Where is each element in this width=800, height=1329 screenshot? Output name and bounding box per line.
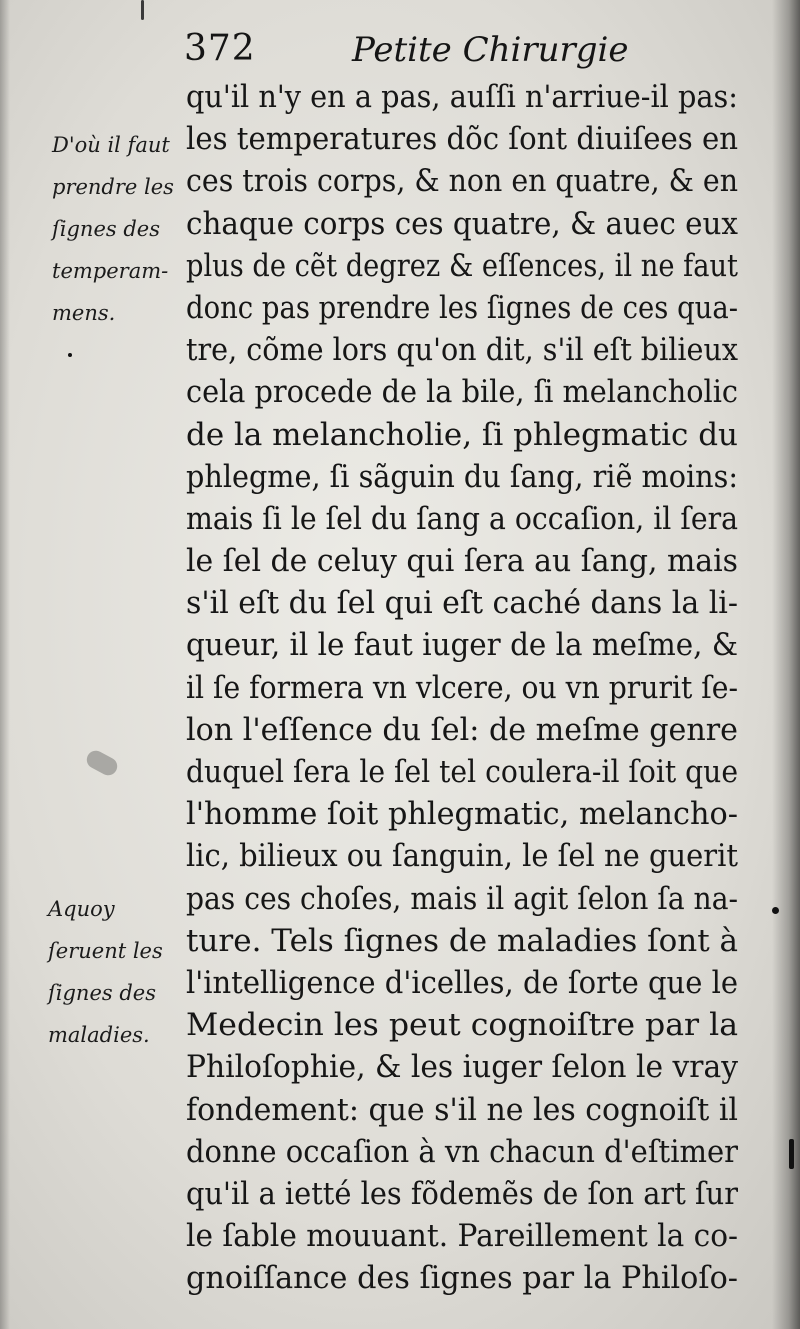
margin-note-line: Aquoy — [48, 897, 115, 921]
text-line: queur, il le faut iuger de la meſme, & — [186, 627, 738, 664]
text-line: lon l'eſſence du ſel: de meſme genre — [186, 711, 738, 748]
text-line: Medecin les peut cognoiſtre par la — [186, 1007, 738, 1044]
text-line: lic, bilieux ou ſanguin, le ſel ne guerit — [186, 838, 738, 875]
text-line: pas ces choſes, mais il agit ſelon ſa na- — [186, 880, 738, 917]
margin-note-line: D'où il faut — [52, 133, 170, 157]
text-line: l'homme ſoit phlegmatic, melancho- — [186, 796, 738, 833]
text-line: tre, cõme lors qu'on dit, s'il eſt bilieux — [186, 332, 738, 369]
text-line: l'intelligence d'icelles, de ſorte que le — [186, 964, 738, 1001]
page-header — [184, 22, 629, 78]
paper-smudge — [84, 748, 121, 779]
text-line: gnoiſſance des ſignes par la Philoſo- — [186, 1260, 738, 1297]
text-line: ces trois corps, & non en quatre, & en — [186, 163, 738, 200]
margin-note-line: ſeruent les — [48, 939, 163, 963]
text-line: s'il eſt du ſel qui eſt caché dans la li- — [186, 585, 738, 622]
text-line: plus de cẽt degrez & eſſences, il ne faut — [186, 247, 738, 284]
text-line: de la melancholie, ſi phlegmatic du — [186, 416, 738, 453]
text-line: les temperatures dõc ſont diuiſees en — [186, 121, 738, 158]
ink-dot — [772, 907, 779, 914]
page-left-edge-shadow — [0, 0, 10, 1329]
margin-note-temperaments — [52, 124, 182, 334]
text-line: qu'il n'y en a pas, auſſi n'arriue-il pas: — [186, 79, 738, 115]
text-line: qu'il a ietté les fõdemẽs de ſon art ſur — [186, 1175, 738, 1212]
text-line: cela procede de la bile, ſi melancholic — [186, 374, 738, 411]
body-text — [186, 76, 746, 1299]
ink-mark-top — [141, 0, 144, 20]
running-title: Petite Chirurgie — [352, 30, 629, 70]
margin-note-line: temperam- — [52, 259, 169, 283]
margin-note-signes-maladies — [48, 888, 178, 1056]
text-line: donc pas prendre les ſignes de ces qua- — [186, 289, 738, 326]
margin-note-line: mens. — [52, 301, 116, 325]
page-right-edge-shadow — [772, 0, 800, 1329]
ink-mark-right — [789, 1139, 794, 1169]
text-line: le ſable mouuant. Pareillement la co- — [186, 1218, 738, 1255]
text-line: il ſe formera vn vlcere, ou vn prurit ſe- — [186, 669, 738, 706]
text-line: mais ſi le ſel du ſang a occaſion, il ſera — [186, 500, 738, 537]
margin-note-line: prendre les — [52, 175, 174, 199]
text-line: ture. Tels ſignes de maladies ſont à — [186, 922, 738, 959]
text-line: le ſel de celuy qui ſera au ſang, mais — [186, 543, 738, 580]
text-line: duquel ſera le ſel tel coulera-il ſoit que — [186, 754, 738, 790]
margin-note-line: maladies. — [48, 1023, 150, 1047]
ink-speck — [68, 353, 72, 357]
margin-note-line: ſignes des — [52, 217, 160, 241]
text-line: phlegme, ſi sãguin du ſang, riẽ moins: — [186, 458, 738, 495]
page-number: 372 — [184, 28, 256, 69]
text-line: chaque corps ces quatre, & auec eux — [186, 205, 738, 242]
text-line: donne occaſion à vn chacun d'eſtimer — [186, 1133, 738, 1170]
margin-note-line: ſignes des — [48, 981, 156, 1005]
text-line: Philoſophie, & les iuger ſelon le vray — [186, 1049, 738, 1086]
text-line: fondement: que s'il ne les cognoiſt il — [186, 1091, 738, 1128]
